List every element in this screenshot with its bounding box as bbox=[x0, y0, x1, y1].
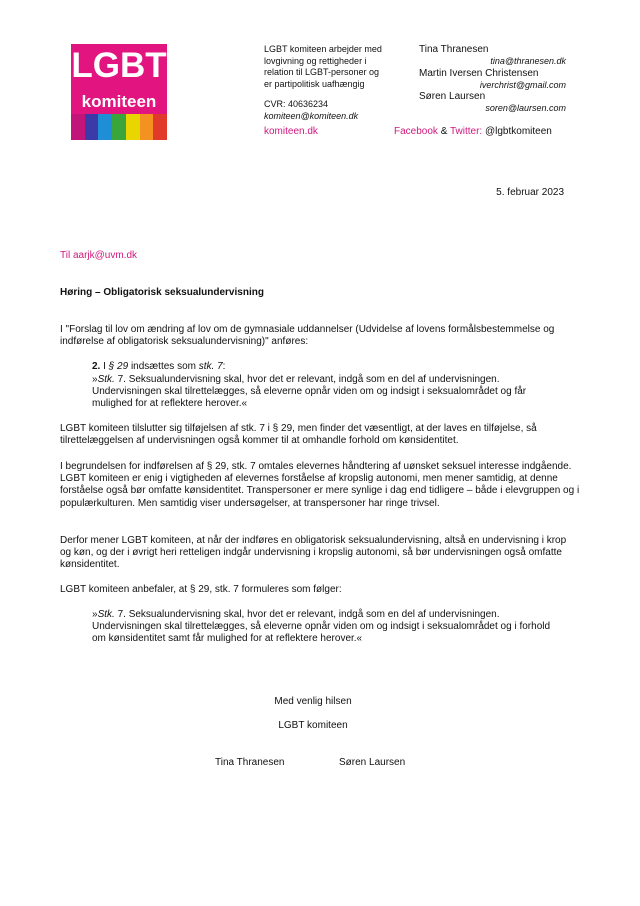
org-description-line: lovgivning og rettigheder i bbox=[264, 55, 367, 66]
quoted-provision bbox=[92, 374, 562, 411]
stripe bbox=[153, 114, 167, 140]
letter-date: 5. februar 2023 bbox=[496, 187, 564, 198]
signer-name: Søren Laursen bbox=[339, 757, 406, 768]
stripe bbox=[98, 114, 112, 140]
stripe bbox=[85, 114, 99, 140]
lgbt-komiteen-logo bbox=[71, 44, 167, 140]
contact-email[interactable]: tina@thranesen.dk bbox=[490, 56, 566, 66]
quote-ref-colon: : bbox=[222, 361, 226, 372]
letter-subject: Høring – Obligatorisk seksualundervisning bbox=[60, 287, 264, 298]
body-paragraph: LGBT komiteen tilslutter sig tilføjelsen af stk. 7 i § 29, men finder det væsentligt, at der laves en tilføjelse, så tilrettelæggelsen af undervisningen også kommer til at omhandle forhold om kønsidentitet. bbox=[60, 423, 537, 447]
quote-stk: Stk. bbox=[97, 609, 115, 620]
quote-ref-stk: stk. 7 bbox=[198, 361, 223, 372]
signer-name: Tina Thranesen bbox=[215, 757, 285, 768]
stripe bbox=[126, 114, 140, 140]
quote-ref: I bbox=[103, 361, 106, 372]
twitter-link[interactable]: Twitter: bbox=[449, 126, 483, 137]
quote-stk: Stk. bbox=[97, 374, 115, 385]
org-description-line: relation til LGBT-personer og bbox=[264, 67, 380, 77]
closing-org: LGBT komiteen bbox=[278, 720, 348, 731]
recipient-email[interactable]: aarjk@uvm.dk bbox=[72, 250, 138, 261]
intro-paragraph: I "Forslag til lov om ændring af lov om de gymnasiale uddannelser (Udvidelse af lovens formålsbestemmelse og indførelse af obligatorisk seksualundervisning)" anføres: bbox=[60, 324, 555, 348]
org-cvr: CVR: 40636234 bbox=[264, 99, 329, 109]
closing-greeting: Med venlig hilsen bbox=[274, 696, 352, 707]
rainbow-stripes bbox=[71, 114, 167, 140]
contact-name: Martin Iversen Christensen bbox=[419, 68, 539, 79]
contact-email[interactable]: soren@laursen.com bbox=[485, 103, 566, 113]
quote-text: 7. Seksualundervisning skal, hvor det er relevant, indgå som en del af undervisningen. Undervisningen skal tilrettelægges, så eleverne opnår viden om og indsigt i seksualområdet og i forhold om kønsidentitet samt får mulighed for at reflektere herover.« bbox=[92, 609, 551, 645]
twitter-handle[interactable]: @lgbtkomiteen bbox=[485, 126, 552, 137]
facebook-link[interactable]: Facebook bbox=[394, 126, 438, 137]
contact-name: Tina Thranesen bbox=[419, 44, 489, 55]
quote-heading bbox=[92, 361, 562, 373]
stripe bbox=[140, 114, 154, 140]
recipient bbox=[60, 250, 137, 262]
org-description-line: er partipolitisk uafhængig bbox=[264, 78, 365, 89]
body-paragraph: I begrundelsen for indførelsen af § 29, stk. 7 omtales elevernes håndtering af uønsket seksuel interesse indgående. LGBT komiteen er enig i vigtigheden af elevernes forståelse af kropslig autonomi, men mener samtidig, at denne forståelse også bør omfatte kønsidentitet. Transpersoner er mere synlige i dag end tidligere – både i elevgruppen og i populærkulturen. Men samtidig viser undersøgelser, at transpersoner har ringe trivsel. bbox=[60, 461, 580, 509]
quote-number: 2. bbox=[92, 361, 101, 372]
stripe bbox=[112, 114, 126, 140]
proposed-provision bbox=[92, 609, 562, 646]
quote-ref-section: § 29 bbox=[108, 361, 129, 372]
stripe bbox=[71, 114, 85, 140]
contact-email[interactable]: iverchrist@gmail.com bbox=[479, 80, 566, 90]
contact-name: Søren Laursen bbox=[419, 91, 486, 102]
quote-ref: indsættes som bbox=[130, 361, 196, 372]
org-description bbox=[264, 44, 404, 90]
org-description-line: LGBT komiteen arbejder med bbox=[264, 44, 382, 54]
body-paragraph: Derfor mener LGBT komiteen, at når der indføres en obligatorisk seksualundervisning, altså en undervisning i krop og køn, og der i øvrigt heri retteligen indgår undervisning i kropslig autonomi, så bør undervisningen også omfatte kønsidentitet. bbox=[60, 535, 567, 571]
quote-open: » bbox=[92, 374, 98, 385]
quote-text: 7. Seksualundervisning skal, hvor det er relevant, indgå som en del af undervisningen. Undervisningen skal tilrettelægges, så eleverne opnår viden om og indsigt i seksualområdet og får mulighed for at reflektere herover.« bbox=[92, 374, 527, 410]
logo-text-komiteen: komiteen bbox=[81, 92, 157, 111]
logo-text-lgbt: LGBT bbox=[71, 46, 167, 85]
body-paragraph: LGBT komiteen anbefaler, at § 29, stk. 7 formuleres som følger: bbox=[60, 584, 342, 595]
recipient-prefix: Til bbox=[60, 250, 71, 261]
social-amp: & bbox=[440, 126, 448, 137]
quote-open: » bbox=[92, 609, 98, 620]
org-email[interactable]: komiteen@komiteen.dk bbox=[264, 111, 359, 121]
org-website-link[interactable]: komiteen.dk bbox=[264, 126, 318, 137]
social-links bbox=[394, 126, 552, 137]
